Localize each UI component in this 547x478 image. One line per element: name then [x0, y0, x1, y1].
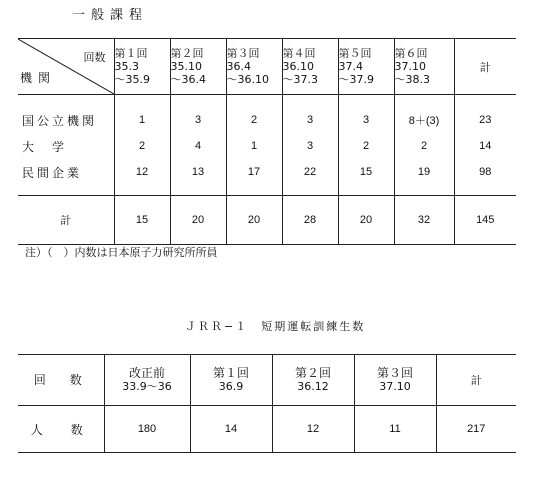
table2-title: ＪＲＲ−１ 短期運転訓練生数 [185, 320, 366, 333]
cell: 2 [226, 95, 282, 134]
column-header: 第２回 36.12 [272, 355, 354, 406]
total-cell: 28 [282, 196, 338, 245]
table1-title: 一般課程 [72, 8, 149, 23]
table-row [18, 159, 516, 196]
jrr1-training-table [18, 354, 516, 453]
cell: 8＋(3) [394, 95, 454, 134]
total-row [18, 196, 516, 245]
cell: 3 [282, 95, 338, 134]
cell: 217 [436, 406, 516, 453]
total-header: 計 [454, 39, 516, 95]
cell: 11 [354, 406, 436, 453]
cell: 15 [338, 159, 394, 196]
column-header: 第５回 37.4 〜37.9 [338, 39, 394, 95]
cell: 3 [170, 95, 226, 134]
cell: 14 [190, 406, 272, 453]
cell: 1 [114, 95, 170, 134]
cell: 22 [282, 159, 338, 196]
cell: 1 [226, 133, 282, 159]
total-header: 計 [436, 355, 516, 406]
cell: 14 [454, 133, 516, 159]
cell: 13 [170, 159, 226, 196]
column-header: 第２回 35.10 〜36.4 [170, 39, 226, 95]
total-cell: 20 [338, 196, 394, 245]
column-header: 第６回 37.10 〜38.3 [394, 39, 454, 95]
table2-header-row [18, 355, 516, 406]
cell: 3 [282, 133, 338, 159]
header-label: 回 数 [18, 355, 104, 406]
table-row [18, 95, 516, 134]
row-label: 人 数 [18, 406, 104, 453]
total-cell: 20 [170, 196, 226, 245]
table-row [18, 406, 516, 453]
table-row [18, 133, 516, 159]
column-header: 第４回 36.10 〜37.3 [282, 39, 338, 95]
column-header: 第１回 35.3 〜35.9 [114, 39, 170, 95]
cell: 2 [338, 133, 394, 159]
footnote: 注）（ ）内数は日本原子力研究所所員 [25, 246, 218, 259]
cell: 12 [114, 159, 170, 196]
column-header: 改正前 33.9〜36 [104, 355, 190, 406]
corner-bottom-label: 機関 [20, 71, 57, 85]
total-cell: 20 [226, 196, 282, 245]
total-cell: 145 [454, 196, 516, 245]
row-label: 民間企業 [22, 165, 83, 180]
total-cell: 32 [394, 196, 454, 245]
row-label: 大 学 [22, 139, 68, 154]
cell: 17 [226, 159, 282, 196]
column-header: 第３回 37.10 [354, 355, 436, 406]
cell: 2 [394, 133, 454, 159]
cell: 4 [170, 133, 226, 159]
corner-cell [18, 39, 114, 95]
row-label: 国公立機関 [22, 113, 98, 128]
cell: 3 [338, 95, 394, 134]
cell: 12 [272, 406, 354, 453]
table1-header-row [18, 39, 516, 95]
corner-top-label: 回数 [83, 51, 106, 64]
total-label: 計 [18, 196, 114, 245]
total-cell: 15 [114, 196, 170, 245]
cell: 180 [104, 406, 190, 453]
cell: 23 [454, 95, 516, 134]
cell: 19 [394, 159, 454, 196]
general-course-table [18, 38, 516, 245]
cell: 2 [114, 133, 170, 159]
column-header: 第３回 36.4 〜36.10 [226, 39, 282, 95]
cell: 98 [454, 159, 516, 196]
column-header: 第１回 36.9 [190, 355, 272, 406]
